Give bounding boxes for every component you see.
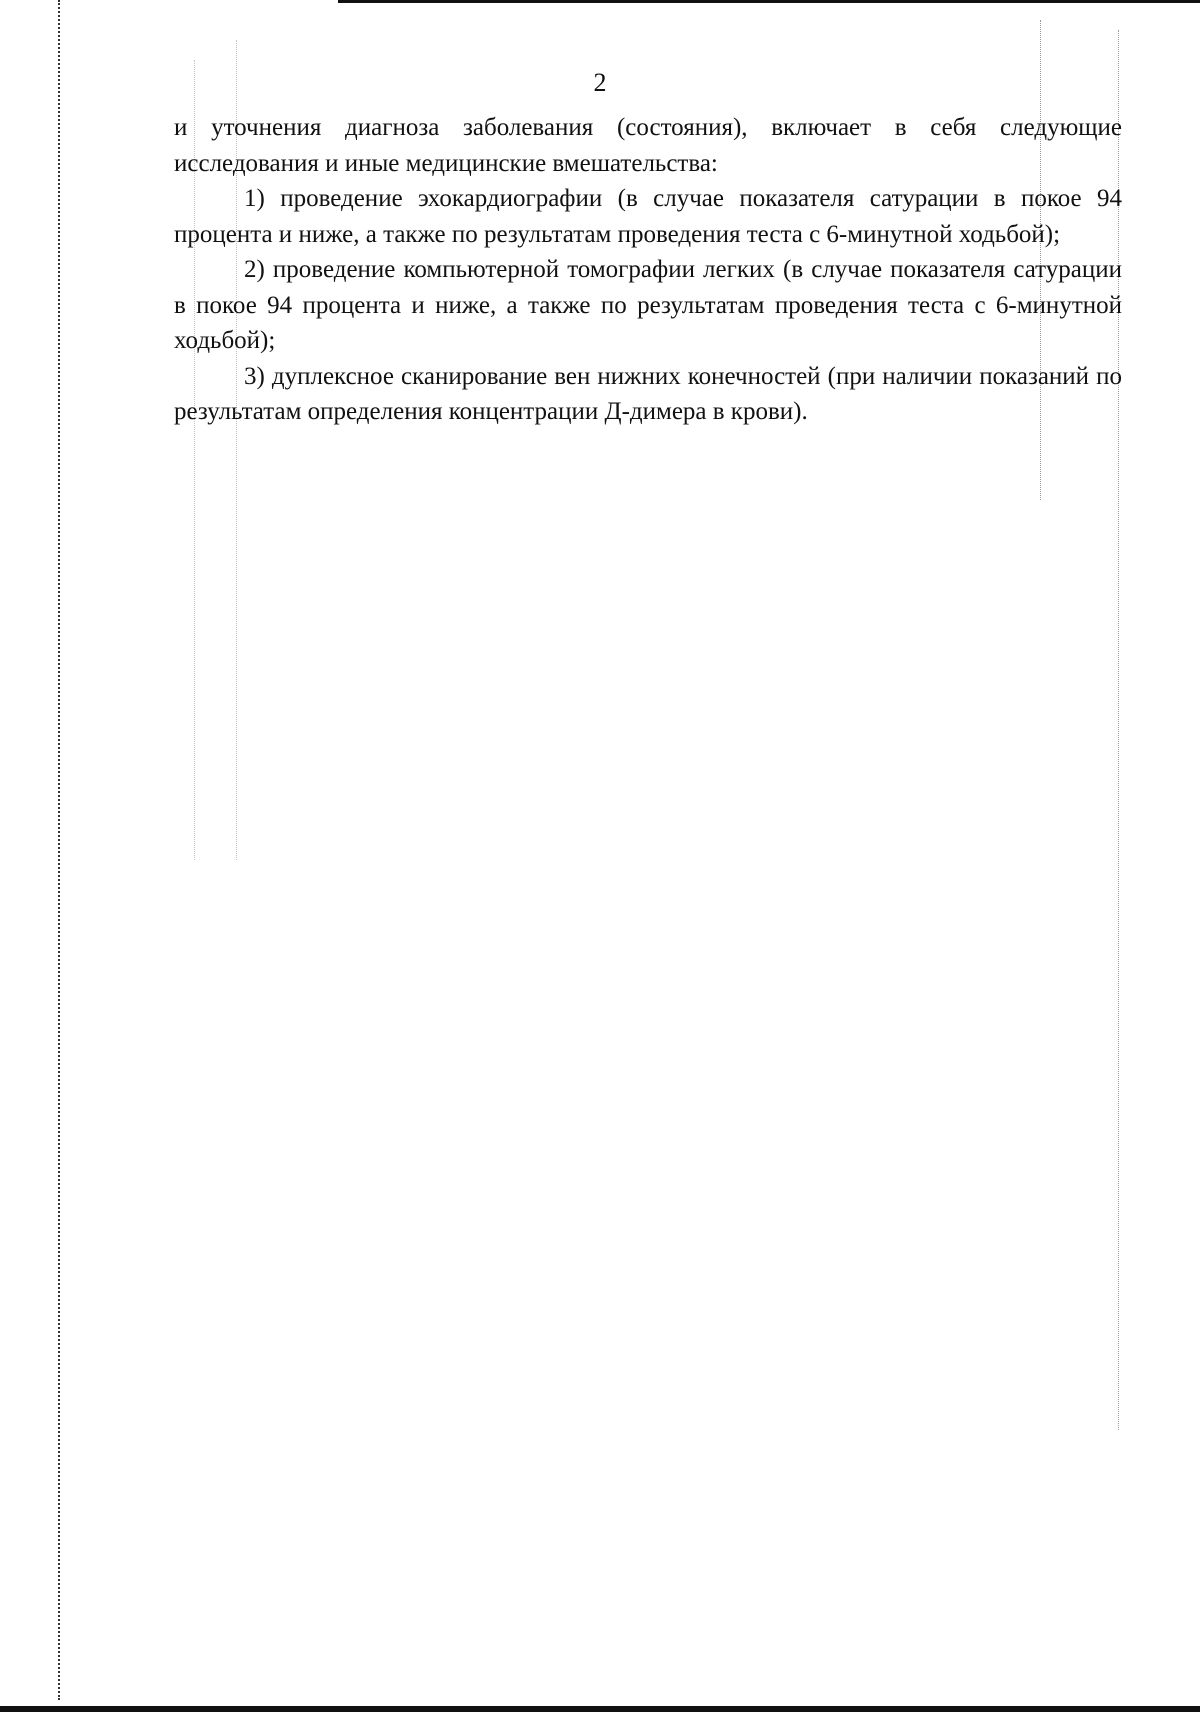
page-number: 2 [593, 68, 607, 97]
paragraph-intro: и уточнения диагноза заболевания (состояния), включает в себя следующие исследования и иные медицинские вмешательства: [174, 114, 1122, 177]
document-body [174, 110, 1122, 430]
list-item-1: 1) проведение эхокардиографии (в случае показателя сатурации в покое 94 процента и ниже, а также по результатам проведения теста с 6-минутной ходьбой); [174, 185, 1122, 248]
list-item-3: 3) дуплексное сканирование вен нижних конечностей (при наличии показаний по результатам определения концентрации Д-димера в крови). [174, 362, 1122, 425]
scan-top-edge [338, 0, 1200, 3]
scan-left-edge [58, 0, 60, 1700]
list-item-2: 2) проведение компьютерной томографии легких (в случае показателя сатурации в покое 94 процента и ниже, а также по результатам проведения теста с 6-минутной ходьбой); [174, 256, 1122, 354]
scan-bottom-edge [0, 1706, 1200, 1712]
